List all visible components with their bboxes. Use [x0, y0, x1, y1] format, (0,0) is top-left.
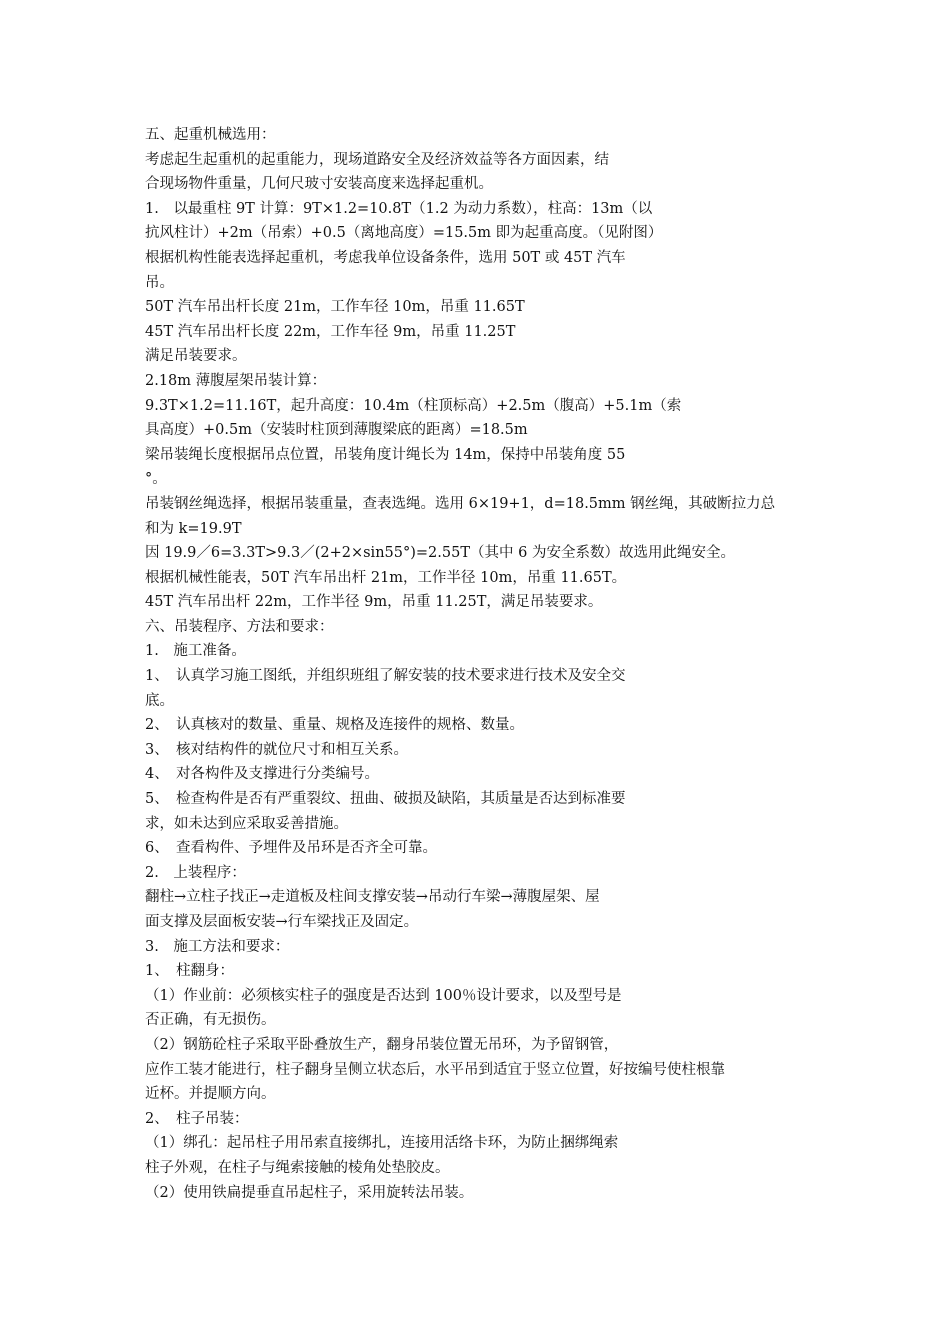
text-line: 2、 认真核对的数量、重量、规格及连接件的规格、数量。 [145, 717, 524, 734]
text-line: 因 19.9／6=3.3T>9.3／(2+2×sin55°)=2.55T（其中 6 为安全系数）故选用此绳安全。 [145, 545, 735, 562]
text-line: 五、起重机械选用： [145, 127, 276, 143]
text-line: （2）使用铁扁提垂直吊起柱子，采用旋转法吊装。 [145, 1184, 474, 1201]
text-line: 1. 以最重柱 9T 计算：9T×1.2=10.8T（1.2 为动力系数），柱高：13m（以 [145, 200, 653, 217]
text-line: （1）绑孔：起吊柱子用吊索直接绑扎，连接用活络卡环，为防止捆绑绳索 [145, 1135, 619, 1152]
text-line: 45T 汽车吊出杆长度 22m，工作车径 9m，吊重 11.25T [145, 323, 516, 340]
text-line: 2.18m 薄腹屋架吊装计算： [145, 372, 327, 389]
text-line: °。 [145, 471, 167, 488]
text-line: 2. 上装程序： [145, 864, 246, 881]
text-line: 面支撑及层面板安装→行车梁找正及固定。 [145, 914, 419, 930]
text-line: 考虑起生起重机的起重能力，现场道路安全及经济效益等各方面因素，结 [145, 151, 609, 168]
text-line: 3、 核对结构件的就位尺寸和相互关系。 [145, 741, 408, 758]
text-line: 柱子外观，在柱子与绳索接触的棱角处垫胶皮。 [145, 1159, 450, 1176]
text-line: 1. 施工准备。 [145, 643, 246, 660]
text-line: 和为 k=19.9T [145, 520, 242, 537]
text-line: 6、 查看构件、予埋件及吊环是否齐全可靠。 [145, 840, 437, 857]
text-line: 否正确，有无损伤。 [145, 1012, 276, 1029]
text-line: 求，如未达到应采取妥善措施。 [145, 815, 348, 832]
text-line: 翻柱→立柱子找正→走道板及柱间支撑安装→吊动行车梁→薄腹屋架、屋 [145, 889, 600, 906]
text-line: 近杯。并提顺方向。 [145, 1086, 276, 1103]
text-line: 根据机械性能表，50T 汽车吊出杆 21m，工作半径 10m，吊重 11.65T。 [145, 569, 627, 586]
text-line: 合现场物件重量，几何尺玻寸安装高度来选择起重机。 [145, 176, 493, 193]
text-line: 1、 认真学习施工图纸，并组织班组了解安装的技术要求进行技术及安全交 [145, 668, 626, 685]
text-line: 梁吊装绳长度根据吊点位置，吊装角度计绳长为 14m，保持中吊装角度 55 [145, 446, 626, 463]
text-line: 45T 汽车吊出杆 22m，工作半径 9m，吊重 11.25T，满足吊装要求。 [145, 594, 603, 611]
document-body [145, 123, 825, 1205]
text-line: 吊装钢丝绳选择，根据吊装重量，查表选绳。选用 6×19+1，d=18.5mm 钢丝绳，其破断拉力总 [145, 495, 776, 512]
text-line: （2）钢筋砼柱子采取平卧叠放生产，翻身吊装位置无吊环，为予留钢管， [145, 1036, 619, 1053]
text-line: 50T 汽车吊出杆长度 21m，工作车径 10m，吊重 11.65T [145, 299, 525, 316]
text-line: 底。 [145, 692, 174, 709]
text-line: （1）作业前：必须核实柱子的强度是否达到 100％设计要求，以及型号是 [145, 987, 622, 1004]
text-line: 9.3T×1.2=11.16T，起升高度：10.4m（柱顶标高）+2.5m（腹高）+5.1m（索 [145, 397, 682, 414]
text-line: 抗风柱计）+2m（吊索）+0.5（离地高度）=15.5m 即为起重高度。（见附图） [145, 225, 663, 242]
text-line: 2、 柱子吊装： [145, 1110, 249, 1127]
text-line: 应作工装才能进行，柱子翻身呈侧立状态后，水平吊到适宜于竖立位置，好按编号使柱根靠 [145, 1061, 725, 1078]
text-line: 具高度）+0.5m（安装时柱顶到薄腹梁底的距离）=18.5m [145, 422, 528, 439]
text-line: 根据机构性能表选择起重机，考虑我单位设备条件，选用 50T 或 45T 汽车 [145, 249, 626, 266]
text-line: 1、 柱翻身： [145, 963, 234, 980]
text-line: 5、 检查构件是否有严重裂纹、扭曲、破损及缺陷，其质量是否达到标准要 [145, 791, 626, 808]
text-line: 六、吊装程序、方法和要求： [145, 618, 334, 635]
text-line: 吊。 [145, 274, 174, 291]
text-line: 3. 施工方法和要求： [145, 938, 290, 955]
text-line: 4、 对各构件及支撑进行分类编号。 [145, 766, 379, 783]
text-line: 满足吊装要求。 [145, 348, 247, 365]
